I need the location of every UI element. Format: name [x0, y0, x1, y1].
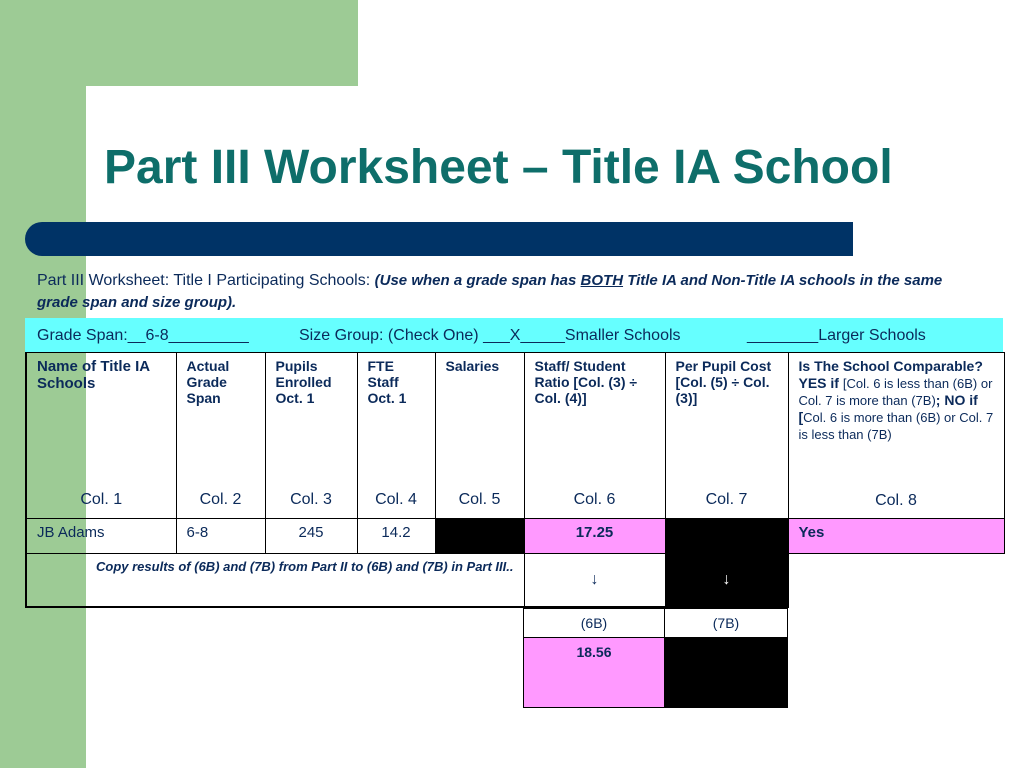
col7-label: Col. 7	[705, 491, 748, 508]
col8-label: Col. 8	[875, 492, 917, 509]
cell-per-pupil	[665, 519, 788, 554]
cell-salaries	[435, 519, 524, 554]
header-col3-text: Pupils Enrolled Oct. 1	[275, 358, 332, 406]
empty-cell	[788, 554, 1004, 608]
col2-label: Col. 2	[199, 491, 242, 508]
slide-title: Part III Worksheet – Title IA School	[104, 141, 893, 194]
header-col8	[788, 353, 1004, 519]
header-col4-text: FTE Staff Oct. 1	[367, 358, 407, 406]
header-col8-yes-rule: [Col. 6 is less than (6B) or Col. 7 is more than (7B)	[798, 376, 993, 408]
intro-italic-before: (Use when a grade span has	[374, 272, 581, 289]
value-7b	[665, 638, 788, 708]
grade-span-text: Grade Span:__6-8_________	[37, 327, 249, 344]
col1-label: Col. 1	[80, 491, 123, 508]
arrow-down-icon: ↓	[524, 554, 665, 608]
grade-span-row	[25, 318, 1003, 352]
header-col6-text: Staff/ Student Ratio [Col. (3) ÷ Col. (4)]	[534, 358, 638, 406]
table-row	[26, 519, 1004, 554]
worksheet-table	[25, 352, 1005, 608]
header-col1-text: Name of Title IA Schools	[37, 358, 150, 392]
label-6b: (6B)	[524, 609, 665, 638]
col6-label: Col. 6	[573, 491, 616, 508]
col3-label: Col. 3	[290, 491, 332, 508]
arrow-down-icon: ↓	[665, 554, 788, 608]
header-col5-text: Salaries	[445, 358, 500, 374]
cell-grade-span: 6-8	[176, 519, 265, 554]
header-col3	[265, 353, 357, 519]
header-col6	[524, 353, 665, 519]
header-col8-bold: Is The School Comparable? YES if	[798, 358, 983, 391]
header-col2-text: Actual Grade Span	[186, 358, 230, 406]
intro-text	[37, 270, 987, 314]
col4-label: Col. 4	[375, 491, 417, 508]
top-green-band	[0, 0, 358, 86]
header-col4	[357, 353, 435, 519]
intro-normal: Part III Worksheet: Title I Participating Schools:	[37, 272, 371, 289]
header-col2	[176, 353, 265, 519]
header-col8-no-rule: Col. 6 is more than (6B) or Col. 7 is less than (7B)	[798, 410, 994, 442]
cell-fte: 14.2	[357, 519, 435, 554]
cell-school-name: JB Adams	[26, 519, 176, 554]
header-row	[26, 353, 1004, 519]
copy-note: Copy results of (6B) and (7B) from Part II to (6B) and (7B) in Part III..	[26, 554, 524, 608]
copy-row	[26, 554, 1004, 608]
title-underline-bar	[25, 222, 853, 256]
cell-pupils: 245	[265, 519, 357, 554]
cell-comparable: Yes	[788, 519, 1004, 554]
intro-italic-after: Title IA and Non-Title IA schools in the same grade span and size group).	[37, 272, 943, 311]
intro-both: BOTH	[580, 272, 624, 289]
label-7b: (7B)	[665, 609, 788, 638]
header-col7	[665, 353, 788, 519]
cell-ratio: 17.25	[524, 519, 665, 554]
value-6b: 18.56	[524, 638, 665, 708]
bottom-label-row	[524, 609, 788, 638]
header-col5	[435, 353, 524, 519]
larger-schools-text: ________Larger Schools	[747, 327, 926, 344]
col5-label: Col. 5	[458, 491, 501, 508]
header-col8-no: ; NO if [	[798, 392, 978, 425]
header-col7-text: Per Pupil Cost [Col. (5) ÷ Col. (3)]	[675, 358, 772, 406]
bottom-value-row	[524, 638, 788, 708]
bottom-table	[523, 608, 788, 708]
size-group-text: Size Group: (Check One) ___X_____Smaller Schools	[299, 327, 681, 344]
header-col1	[26, 353, 176, 519]
